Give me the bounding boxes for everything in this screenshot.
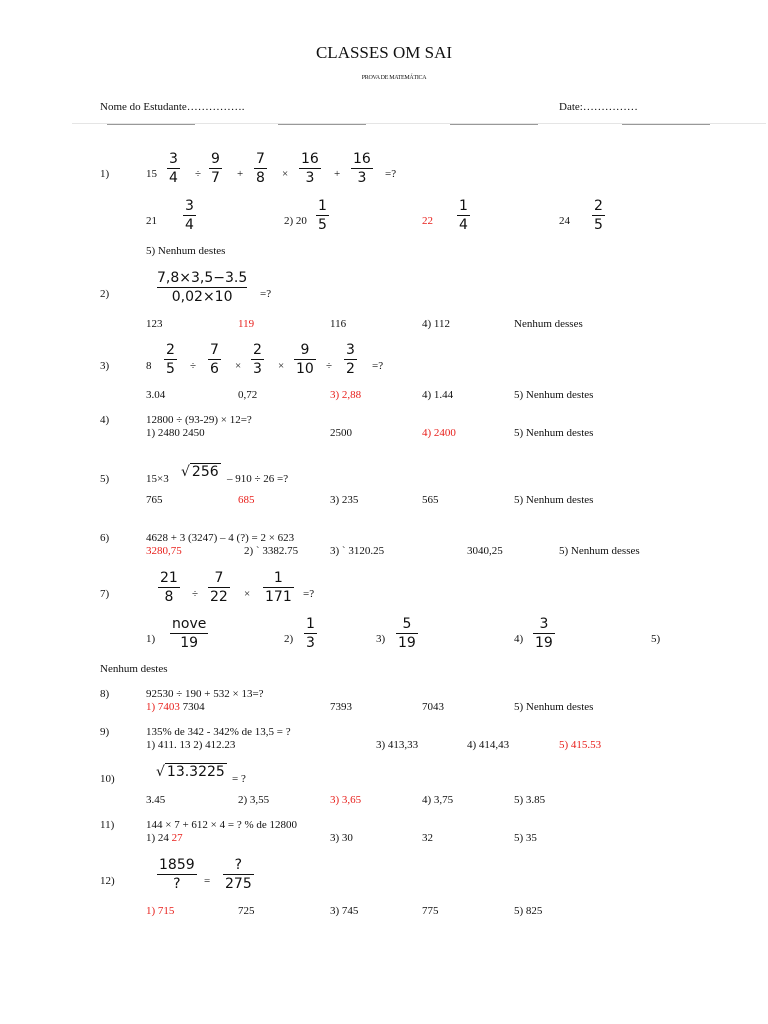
option: 5) Nenhum destes — [514, 494, 594, 506]
operator: ÷ — [190, 360, 197, 372]
question-number: 7) — [100, 588, 110, 600]
option-correct: 3280,75 — [146, 545, 182, 557]
fraction: nove 19 — [172, 616, 207, 651]
page-subtitle: PROVA DE MATEMÁTICA — [361, 75, 427, 81]
whole-number: 15 — [146, 168, 157, 180]
fraction: ? 275 — [225, 857, 252, 892]
operator: × — [235, 360, 242, 372]
question-number: 11) — [100, 819, 115, 831]
fraction: 2 3 — [253, 342, 262, 377]
fraction: 1 5 — [318, 198, 327, 233]
option: 32 — [422, 832, 433, 844]
header-underline-4 — [622, 124, 710, 125]
equals-question: = ? — [232, 773, 246, 785]
option: 2500 — [330, 427, 352, 439]
fraction: 21 8 — [160, 570, 178, 605]
option-row — [146, 701, 205, 713]
equals-question: =? — [260, 288, 272, 300]
fraction: 9 10 — [296, 342, 314, 377]
option: 5) 3.85 — [514, 794, 546, 806]
operator: + — [237, 168, 244, 180]
header-underline-3 — [450, 124, 538, 125]
option: 2) 3,55 — [238, 794, 270, 806]
option: 3) 30 — [330, 832, 353, 844]
option: 5) Nenhum destes — [514, 427, 594, 439]
fraction: 7,8×3,5−3.5 0,02×10 — [157, 270, 248, 305]
operator: × — [282, 168, 289, 180]
question-text: 4628 + 3 (3247) – 4 (?) = 2 × 623 — [146, 532, 295, 544]
operator: + — [334, 168, 341, 180]
question-text: 144 × 7 + 612 × 4 = ? % de 12800 — [146, 819, 297, 831]
option-label: 1) — [146, 633, 156, 645]
option: 2) ` 3382.75 — [244, 545, 299, 557]
fraction: 1859 ? — [159, 857, 195, 892]
equals-question: =? — [385, 168, 397, 180]
question-number: 12) — [100, 875, 115, 887]
option-label: 5) — [651, 633, 661, 645]
question-number: 2) — [100, 288, 110, 300]
option: 0,72 — [238, 389, 258, 401]
option-correct: 27 — [171, 832, 183, 844]
fraction: 2 5 — [166, 342, 175, 377]
option: 2) 20 — [284, 215, 307, 227]
fraction: 3 2 — [346, 342, 355, 377]
fraction: 3 4 — [169, 151, 178, 186]
option-label: 3) — [376, 633, 386, 645]
question-number: 5) — [100, 473, 110, 485]
page-title: CLASSES OM SAI — [315, 43, 453, 62]
question-text: 92530 ÷ 190 + 532 × 13=? — [146, 688, 264, 700]
question-number: 1) — [100, 168, 110, 180]
option: 7043 — [422, 701, 444, 713]
option: 24 — [559, 215, 570, 227]
fraction: 2 5 — [594, 198, 603, 233]
option: 3.04 — [146, 389, 166, 401]
equals-question: =? — [303, 588, 315, 600]
fraction: 9 7 — [211, 151, 220, 186]
option: 3) ` 3120.25 — [330, 545, 385, 557]
fraction: 16 3 — [353, 151, 371, 186]
option: 3) 235 — [330, 494, 359, 506]
option: 5) Nenhum destes — [146, 245, 226, 257]
fraction: 5 19 — [398, 616, 416, 651]
option-label: 2) — [284, 633, 294, 645]
option: 5) 35 — [514, 832, 537, 844]
option-correct: 1) 7403 — [146, 701, 180, 713]
option-correct: 5) 415.53 — [559, 739, 602, 751]
option: 1) 411. 13 2) 412.23 — [146, 739, 236, 751]
option: 1) 2480 2450 — [146, 427, 205, 439]
option: 3040,25 — [467, 545, 503, 557]
option: 765 — [146, 494, 163, 506]
question-number: 3) — [100, 360, 110, 372]
option: 4) 112 — [422, 318, 451, 330]
question-number: 6) — [100, 532, 110, 544]
option-label: 4) — [514, 633, 524, 645]
option: 775 — [422, 905, 439, 917]
option: 4) 1.44 — [422, 389, 454, 401]
square-root: √ 13.3225 — [156, 764, 225, 780]
option: 3.45 — [146, 794, 166, 806]
question-number: 9) — [100, 726, 110, 738]
option: 7304 — [179, 701, 205, 713]
option-correct: 4) 2400 — [422, 427, 456, 439]
option-correct: 22 — [422, 215, 433, 227]
fraction: 3 19 — [535, 616, 553, 651]
option: 4) 414,43 — [467, 739, 510, 751]
option: Nenhum desses — [514, 318, 583, 330]
option: 1) 24 — [146, 832, 172, 844]
option: 123 — [146, 318, 163, 330]
student-name-label: Nome do Estudante……………. — [100, 101, 245, 113]
question-number: 4) — [100, 414, 110, 426]
operator: ÷ — [195, 168, 202, 180]
option-correct: 685 — [238, 494, 255, 506]
operator: × — [244, 588, 251, 600]
question-text: 12800 ÷ (93-29) × 12=? — [146, 414, 252, 426]
option: 5) 825 — [514, 905, 543, 917]
fraction: 3 4 — [185, 198, 194, 233]
option-correct: 3) 2,88 — [330, 389, 362, 401]
option: 21 — [146, 215, 157, 227]
question-text: 15×3 — [146, 473, 169, 485]
fraction: 7 8 — [256, 151, 265, 186]
fraction: 7 22 — [210, 570, 228, 605]
operator: ÷ — [326, 360, 333, 372]
option: 116 — [330, 318, 347, 330]
square-root: √ 256 — [181, 464, 219, 480]
option-correct: 3) 3,65 — [330, 794, 362, 806]
operator: ÷ — [192, 588, 199, 600]
fraction: 1 3 — [306, 616, 315, 651]
option: 5) Nenhum destes — [514, 701, 594, 713]
option: 3) 745 — [330, 905, 359, 917]
header-underline-1 — [107, 124, 195, 125]
fraction: 7 6 — [210, 342, 219, 377]
equals-question: =? — [372, 360, 384, 372]
fraction: 1 171 — [265, 570, 292, 605]
option: Nenhum destes — [100, 663, 168, 675]
equals-sign: = — [204, 875, 211, 887]
question-text: – 910 ÷ 26 =? — [227, 473, 289, 485]
question-text: 135% de 342 - 342% de 13,5 = ? — [146, 726, 291, 738]
question-number: 10) — [100, 773, 115, 785]
option: 5) Nenhum desses — [559, 545, 640, 557]
fraction: 16 3 — [301, 151, 319, 186]
option: 4) 3,75 — [422, 794, 454, 806]
option-correct: 1) 715 — [146, 905, 175, 917]
whole-number: 8 — [146, 360, 152, 372]
question-number: 8) — [100, 688, 110, 700]
option: 565 — [422, 494, 439, 506]
option: 7393 — [330, 701, 352, 713]
option: 725 — [238, 905, 255, 917]
option: 3) 413,33 — [376, 739, 419, 751]
option-correct: 119 — [238, 318, 255, 330]
option-row — [146, 832, 183, 844]
option: 5) Nenhum destes — [514, 389, 594, 401]
operator: × — [278, 360, 285, 372]
date-label: Date:…………… — [559, 101, 638, 113]
fraction: 1 4 — [459, 198, 468, 233]
header-underline-2 — [278, 124, 366, 125]
